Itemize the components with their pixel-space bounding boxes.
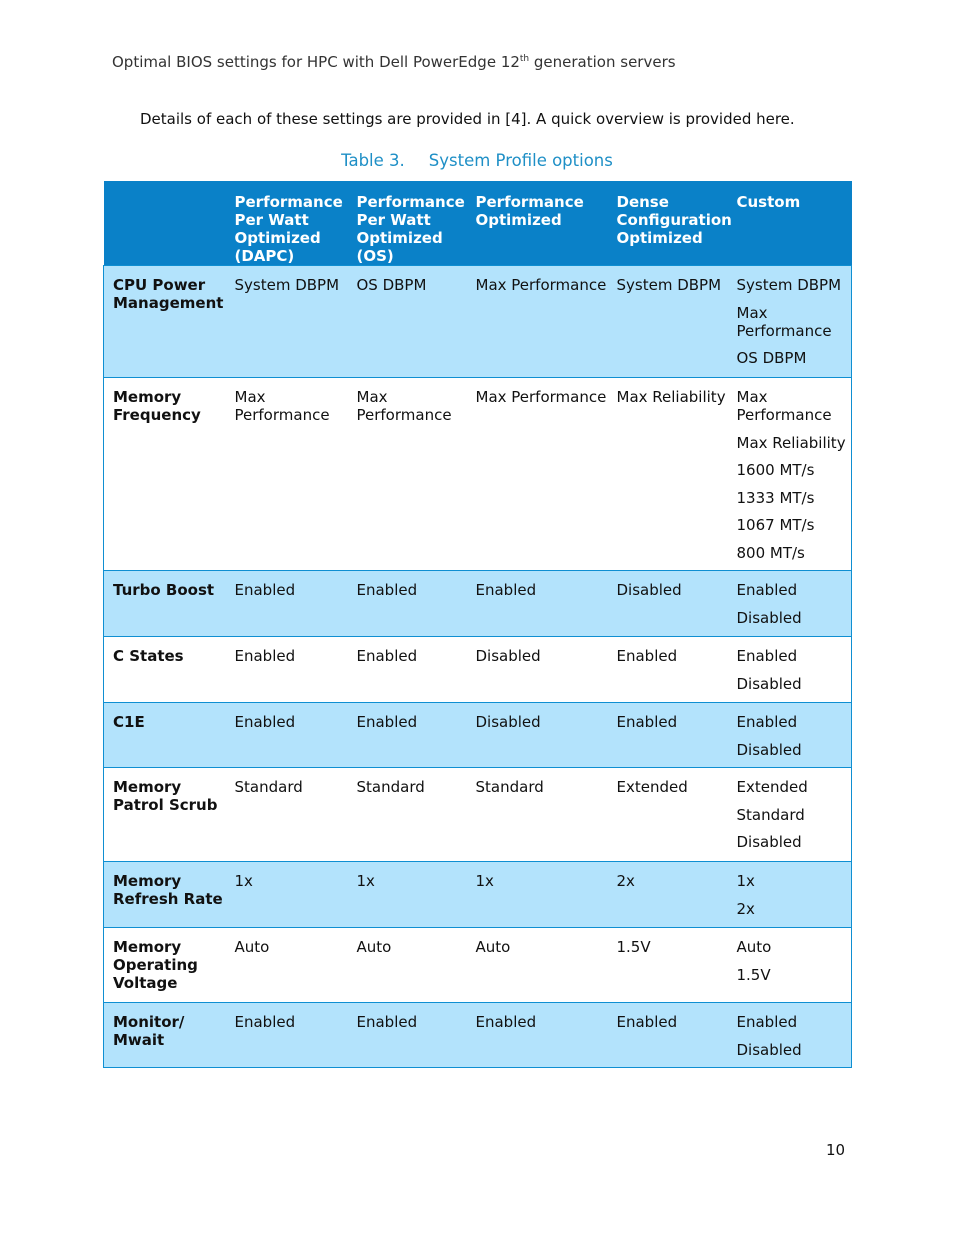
table-cell: System DBPM bbox=[235, 266, 357, 378]
column-header-dense: Dense Configuration Optimized bbox=[617, 182, 737, 266]
table-row bbox=[104, 378, 852, 571]
running-header-text-end: generation servers bbox=[529, 53, 676, 71]
table-row bbox=[104, 703, 852, 768]
row-label: Monitor/ Mwait bbox=[104, 1003, 235, 1068]
row-label: C States bbox=[104, 637, 235, 703]
custom-option: 800 MT/s bbox=[736, 543, 805, 562]
table-cell: Standard bbox=[476, 768, 617, 862]
column-header-performance: Performance Optimized bbox=[476, 182, 617, 266]
table-cell: Disabled bbox=[476, 637, 617, 703]
table-row bbox=[104, 571, 852, 637]
table-cell: System DBPM bbox=[617, 266, 737, 378]
system-profile-table-wrapper bbox=[103, 181, 851, 1068]
row-label: CPU Power Management bbox=[104, 266, 235, 378]
running-header-superscript: th bbox=[519, 54, 530, 64]
column-header-setting bbox=[104, 182, 235, 266]
table-cell: OS DBPM bbox=[357, 266, 476, 378]
table-caption bbox=[0, 151, 954, 170]
table-cell: 1x bbox=[476, 862, 617, 928]
table-cell: Enabled bbox=[476, 1003, 617, 1068]
table-row bbox=[104, 862, 852, 928]
table-cell: 1x bbox=[235, 862, 357, 928]
running-header-text: Optimal BIOS settings for HPC with Dell PowerEdge 12 bbox=[112, 53, 520, 71]
custom-option: Disabled bbox=[736, 833, 802, 851]
table-caption-title: System Profile options bbox=[428, 151, 613, 170]
table-cell: Enabled bbox=[235, 703, 357, 768]
running-header bbox=[112, 53, 676, 71]
table-caption-number: Table 3. bbox=[341, 151, 405, 170]
table-cell: Auto bbox=[476, 928, 617, 1003]
intro-paragraph: Details of each of these settings are provided in [4]. A quick overview is provided here. bbox=[140, 110, 795, 128]
custom-options-cell bbox=[737, 703, 852, 768]
table-cell: Enabled bbox=[476, 571, 617, 637]
table-cell: Enabled bbox=[357, 637, 476, 703]
custom-options-cell bbox=[737, 378, 852, 571]
custom-options-cell bbox=[737, 928, 852, 1003]
custom-options-cell bbox=[737, 571, 852, 637]
custom-options-cell bbox=[737, 862, 852, 928]
custom-option: Enabled bbox=[736, 1013, 798, 1031]
custom-option: 1.5V bbox=[736, 965, 771, 984]
custom-options-cell bbox=[737, 1003, 852, 1068]
column-header-custom: Custom bbox=[737, 182, 852, 266]
custom-option: Enabled bbox=[736, 647, 798, 665]
table-cell: Enabled bbox=[357, 1003, 476, 1068]
table-cell: 1x bbox=[357, 862, 476, 928]
custom-option: Disabled bbox=[736, 1040, 802, 1059]
custom-option: Extended bbox=[736, 778, 808, 796]
system-profile-table bbox=[103, 181, 852, 1068]
table-cell: Disabled bbox=[617, 571, 737, 637]
table-cell: Standard bbox=[235, 768, 357, 862]
table-cell: Enabled bbox=[357, 571, 476, 637]
table-row bbox=[104, 637, 852, 703]
table-cell: Max Reliability bbox=[617, 378, 737, 571]
table-row bbox=[104, 768, 852, 862]
table-cell: Disabled bbox=[476, 703, 617, 768]
custom-option: Standard bbox=[736, 805, 805, 824]
custom-option: 1333 MT/s bbox=[736, 488, 815, 507]
table-row bbox=[104, 928, 852, 1003]
column-header-dapc: Performance Per Watt Optimized (DAPC) bbox=[235, 182, 357, 266]
row-label: Memory Refresh Rate bbox=[104, 862, 235, 928]
table-cell: Enabled bbox=[235, 1003, 357, 1068]
custom-options-cell bbox=[737, 266, 852, 378]
custom-option: Max Performance bbox=[736, 388, 832, 424]
row-label: C1E bbox=[104, 703, 235, 768]
table-body bbox=[104, 266, 852, 1068]
custom-options-cell bbox=[737, 637, 852, 703]
table-cell: Max Performance bbox=[357, 378, 476, 571]
table-cell: Auto bbox=[357, 928, 476, 1003]
custom-option: 1x bbox=[736, 872, 755, 890]
page-number: 10 bbox=[826, 1141, 846, 1159]
custom-option: 1067 MT/s bbox=[736, 516, 815, 534]
row-label: Memory Frequency bbox=[104, 378, 235, 571]
table-cell: Max Performance bbox=[476, 266, 617, 378]
custom-option: OS DBPM bbox=[736, 349, 807, 367]
custom-option: Max Reliability bbox=[736, 433, 846, 452]
custom-option: Enabled bbox=[736, 581, 798, 599]
table-cell: Standard bbox=[357, 768, 476, 862]
table-cell: Enabled bbox=[235, 637, 357, 703]
table-cell: Max Performance bbox=[235, 378, 357, 571]
custom-option: 1600 MT/s bbox=[736, 461, 815, 479]
table-cell: Enabled bbox=[235, 571, 357, 637]
table-cell: 1.5V bbox=[617, 928, 737, 1003]
table-cell: Enabled bbox=[357, 703, 476, 768]
custom-option: Disabled bbox=[736, 608, 802, 627]
custom-option: Auto bbox=[736, 938, 772, 956]
row-label: Memory Patrol Scrub bbox=[104, 768, 235, 862]
table-cell: Enabled bbox=[617, 1003, 737, 1068]
table-cell: Auto bbox=[235, 928, 357, 1003]
custom-option: Max Performance bbox=[736, 303, 832, 340]
table-row bbox=[104, 1003, 852, 1068]
table-cell: 2x bbox=[617, 862, 737, 928]
custom-option: Disabled bbox=[736, 674, 802, 693]
custom-option: Enabled bbox=[736, 713, 798, 731]
custom-option: Disabled bbox=[736, 740, 802, 759]
table-header-row bbox=[104, 182, 852, 266]
table-cell: Enabled bbox=[617, 703, 737, 768]
table-row bbox=[104, 266, 852, 378]
row-label: Memory Operating Voltage bbox=[104, 928, 235, 1003]
custom-option: 2x bbox=[736, 899, 755, 918]
table-cell: Max Performance bbox=[476, 378, 617, 571]
row-label: Turbo Boost bbox=[104, 571, 235, 637]
table-cell: Extended bbox=[617, 768, 737, 862]
custom-option: System DBPM bbox=[736, 276, 842, 294]
table-cell: Enabled bbox=[617, 637, 737, 703]
custom-options-cell bbox=[737, 768, 852, 862]
column-header-os: Performance Per Watt Optimized (OS) bbox=[357, 182, 476, 266]
